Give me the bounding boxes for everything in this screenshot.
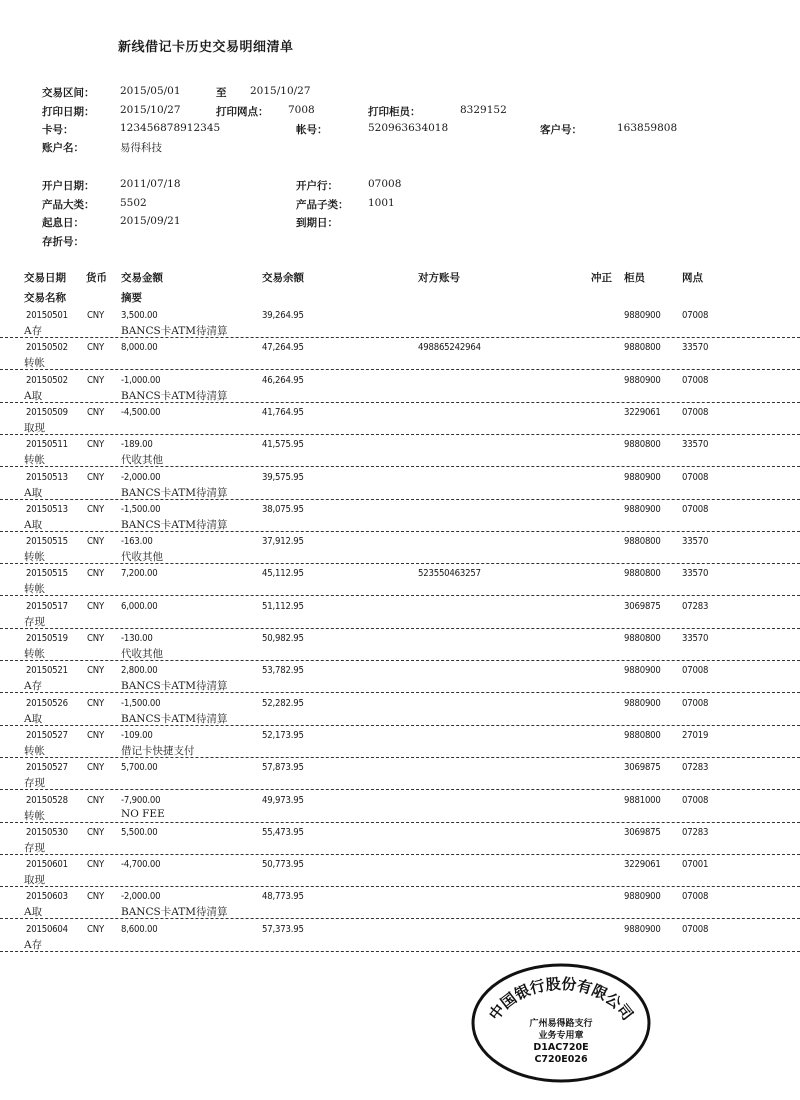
period-label: 交易区间：	[42, 87, 95, 99]
txn-balance: 41,764.95	[262, 406, 304, 418]
txn-amount: 8,600.00	[121, 923, 158, 935]
txn-balance: 53,782.95	[262, 665, 304, 677]
txn-branch: 07008	[682, 923, 709, 935]
print-teller-label: 打印柜员：	[368, 106, 421, 118]
txn-date: 20150530	[26, 826, 68, 838]
txn-summary: BANCS卡ATM待清算	[121, 486, 228, 499]
txn-summary: BANCS卡ATM待清算	[121, 712, 228, 725]
txn-name: A存	[24, 325, 43, 337]
txn-balance: 57,373.95	[262, 923, 304, 935]
txn-date: 20150517	[26, 600, 68, 612]
txn-amount: 6,000.00	[121, 600, 158, 612]
txn-teller: 3229061	[624, 406, 661, 418]
table-row	[0, 596, 800, 629]
txn-balance: 52,282.95	[262, 697, 304, 709]
account-no: 520963634018	[368, 122, 449, 134]
table-row	[0, 337, 800, 370]
product-class-label: 产品大类：	[42, 199, 95, 211]
txn-balance: 55,473.95	[262, 826, 304, 838]
txn-branch: 33570	[682, 568, 709, 580]
txn-amount: -1,500.00	[121, 697, 161, 709]
txn-summary: 代收其他	[121, 454, 163, 467]
txn-name: A存	[24, 938, 43, 951]
txn-currency: CNY	[87, 697, 104, 709]
txn-balance: 39,575.95	[262, 471, 304, 483]
txn-branch: 07008	[682, 891, 709, 903]
txn-amount: -4,700.00	[121, 859, 161, 871]
txn-currency: CNY	[87, 794, 104, 806]
txn-teller: 3069875	[624, 762, 661, 774]
txn-branch: 07008	[682, 471, 709, 483]
txn-teller: 3069875	[624, 600, 661, 612]
table-row	[0, 790, 800, 823]
open-bank: 07008	[368, 178, 402, 190]
txn-amount: 3,500.00	[121, 310, 158, 321]
txn-date: 20150603	[26, 891, 68, 903]
txn-name: A取	[24, 486, 43, 499]
txn-balance: 51,112.95	[262, 600, 304, 612]
txn-name: 转帐	[24, 454, 45, 467]
txn-currency: CNY	[87, 826, 104, 838]
txn-teller: 9880900	[624, 697, 661, 709]
txn-currency: CNY	[87, 891, 104, 903]
col-summary: 摘要	[121, 292, 142, 304]
txn-balance: 46,264.95	[262, 374, 304, 386]
txn-currency: CNY	[87, 374, 104, 386]
txn-balance: 57,873.95	[262, 762, 304, 774]
txn-date: 20150515	[26, 536, 68, 548]
txn-teller: 9881000	[624, 794, 661, 806]
txn-teller: 3229061	[624, 859, 661, 871]
txn-teller: 9880800	[624, 633, 661, 644]
txn-name: 转帐	[24, 357, 45, 370]
txn-name: 存现	[24, 841, 45, 854]
txn-branch: 33570	[682, 633, 709, 644]
print-branch-label: 打印网点：	[216, 106, 269, 118]
txn-name: A存	[24, 680, 43, 693]
txn-teller: 9880900	[624, 891, 661, 903]
txn-teller: 9880900	[624, 923, 661, 935]
print-date: 2015/10/27	[120, 104, 181, 116]
table-row	[0, 305, 800, 338]
txn-name: 转帐	[24, 744, 45, 757]
product-sub: 1001	[368, 197, 395, 209]
txn-currency: CNY	[87, 665, 104, 677]
txn-summary: 代收其他	[121, 648, 163, 660]
table-row	[0, 434, 800, 467]
txn-date: 20150515	[26, 568, 68, 580]
txn-teller: 9880900	[624, 471, 661, 483]
txn-summary: BANCS卡ATM待清算	[121, 325, 228, 337]
txn-branch: 07008	[682, 374, 709, 386]
txn-currency: CNY	[87, 406, 104, 418]
table-row	[0, 757, 800, 790]
col-amount: 交易金额	[121, 272, 163, 284]
txn-amount: -2,000.00	[121, 471, 161, 483]
txn-amount: 2,800.00	[121, 665, 158, 677]
table-row	[0, 725, 800, 758]
txn-currency: CNY	[87, 503, 104, 515]
txn-balance: 38,075.95	[262, 503, 304, 515]
card-no-label: 卡号：	[42, 124, 74, 136]
txn-teller: 9880900	[624, 665, 661, 677]
maturity-label: 到期日：	[296, 217, 338, 229]
seal-line3: D1AC720E	[533, 1042, 589, 1053]
txn-summary: 借记卡快捷支付	[121, 744, 195, 757]
txn-balance: 50,982.95	[262, 633, 304, 644]
txn-name: 存现	[24, 615, 45, 628]
txn-amount: 8,000.00	[121, 342, 158, 354]
txn-date: 20150513	[26, 471, 68, 483]
txn-summary: 代收其他	[121, 551, 163, 564]
txn-balance: 49,973.95	[262, 794, 304, 806]
txn-summary: BANCS卡ATM待清算	[121, 518, 228, 531]
txn-balance: 52,173.95	[262, 729, 304, 741]
txn-amount: -130.00	[121, 633, 153, 644]
txn-teller: 9880800	[624, 536, 661, 548]
txn-currency: CNY	[87, 310, 104, 321]
print-teller: 8329152	[460, 104, 507, 116]
txn-amount: -2,000.00	[121, 891, 161, 903]
table-row	[0, 531, 800, 564]
txn-balance: 47,264.95	[262, 342, 304, 354]
table-row	[0, 467, 800, 500]
table-row	[0, 499, 800, 532]
txn-amount: -1,000.00	[121, 374, 161, 386]
txn-summary: BANCS卡ATM待清算	[121, 906, 228, 919]
txn-date: 20150526	[26, 697, 68, 709]
col-currency: 货币	[86, 272, 107, 284]
txn-name: A取	[24, 712, 43, 725]
txn-currency: CNY	[87, 729, 104, 741]
txn-currency: CNY	[87, 439, 104, 451]
txn-name: 取现	[24, 421, 45, 434]
print-branch: 7008	[288, 104, 315, 116]
txn-branch: 33570	[682, 342, 709, 354]
table-row	[0, 854, 800, 887]
passbook-label: 存折号：	[42, 236, 84, 248]
txn-summary: BANCS卡ATM待清算	[121, 680, 228, 693]
txn-teller: 9880800	[624, 342, 661, 354]
card-no: 123456878912345	[120, 122, 221, 134]
table-row	[0, 563, 800, 596]
value-date-label: 起息日：	[42, 217, 84, 229]
col-branch: 网点	[682, 272, 703, 284]
txn-balance: 41,575.95	[262, 439, 304, 451]
account-no-label: 帐号：	[296, 124, 328, 136]
txn-summary: BANCS卡ATM待清算	[121, 389, 228, 402]
product-class: 5502	[120, 197, 147, 209]
txn-amount: -163.00	[121, 536, 153, 548]
txn-date: 20150513	[26, 503, 68, 515]
customer-no-label: 客户号：	[540, 124, 582, 136]
txn-branch: 07283	[682, 600, 709, 612]
statement-title: 新线借记卡历史交易明细清单	[118, 40, 294, 55]
period-from: 2015/05/01	[120, 85, 181, 97]
txn-branch: 07008	[682, 697, 709, 709]
txn-teller: 9880900	[624, 374, 661, 386]
seal-line1: 广州易得路支行	[529, 1019, 593, 1029]
txn-amount: -7,900.00	[121, 794, 161, 806]
txn-currency: CNY	[87, 471, 104, 483]
txn-teller: 9880900	[624, 503, 661, 515]
txn-branch: 33570	[682, 536, 709, 548]
col-counterparty: 对方账号	[418, 272, 460, 284]
txn-amount: -109.00	[121, 729, 153, 741]
txn-counterparty: 498865242964	[418, 342, 481, 354]
txn-amount: 5,500.00	[121, 826, 158, 838]
txn-name: 转帐	[24, 809, 45, 822]
table-row	[0, 919, 800, 952]
txn-name: A取	[24, 389, 43, 402]
txn-name: 转帐	[24, 648, 45, 660]
table-row	[0, 628, 800, 661]
print-date-label: 打印日期：	[42, 106, 95, 118]
txn-amount: -189.00	[121, 439, 153, 451]
txn-amount: 7,200.00	[121, 568, 158, 580]
txn-branch: 07008	[682, 503, 709, 515]
txn-currency: CNY	[87, 762, 104, 774]
table-row	[0, 402, 800, 435]
txn-teller: 9880800	[624, 439, 661, 451]
txn-amount: 5,700.00	[121, 762, 158, 774]
seal-line4: C720E026	[534, 1054, 588, 1065]
product-sub-label: 产品子类：	[296, 199, 349, 211]
txn-counterparty: 523550463257	[418, 568, 481, 580]
txn-date: 20150502	[26, 374, 68, 386]
txn-date: 20150519	[26, 633, 68, 644]
txn-branch: 07001	[682, 859, 709, 871]
customer-no: 163859808	[617, 122, 678, 134]
txn-balance: 50,773.95	[262, 859, 304, 871]
table-row	[0, 370, 800, 403]
txn-name: 取现	[24, 874, 45, 887]
txn-balance: 37,912.95	[262, 536, 304, 548]
txn-branch: 07008	[682, 665, 709, 677]
txn-branch: 33570	[682, 439, 709, 451]
col-txn-name: 交易名称	[24, 292, 66, 304]
txn-balance: 39,264.95	[262, 310, 304, 321]
seal-arc-text: 中国银行股份有限公司	[485, 974, 637, 1024]
txn-name: 转帐	[24, 583, 45, 596]
txn-date: 20150527	[26, 762, 68, 774]
txn-branch: 07008	[682, 406, 709, 418]
table-row	[0, 886, 800, 919]
period-to-label: 至	[216, 87, 227, 99]
open-date-label: 开户日期：	[42, 180, 95, 192]
txn-currency: CNY	[87, 600, 104, 612]
txn-name: 转帐	[24, 551, 45, 564]
txn-amount: -4,500.00	[121, 406, 161, 418]
open-date: 2011/07/18	[120, 178, 181, 190]
txn-currency: CNY	[87, 923, 104, 935]
bank-seal	[470, 962, 652, 1084]
txn-branch: 07008	[682, 310, 709, 321]
open-bank-label: 开户行：	[296, 180, 338, 192]
txn-summary: NO FEE	[121, 807, 165, 820]
txn-date: 20150521	[26, 665, 68, 677]
txn-teller: 9880900	[624, 310, 661, 321]
txn-amount: -1,500.00	[121, 503, 161, 515]
txn-name: A取	[24, 518, 43, 531]
col-date: 交易日期	[24, 272, 66, 284]
txn-currency: CNY	[87, 342, 104, 354]
txn-name: 存现	[24, 777, 45, 790]
txn-branch: 07008	[682, 794, 709, 806]
txn-balance: 45,112.95	[262, 568, 304, 580]
txn-branch: 07283	[682, 826, 709, 838]
txn-date: 20150509	[26, 406, 68, 418]
account-name-label: 账户名：	[42, 142, 84, 154]
value-date: 2015/09/21	[120, 215, 181, 227]
table-row	[0, 660, 800, 693]
col-reversal: 冲正	[591, 272, 612, 284]
txn-date: 20150511	[26, 439, 68, 451]
table-row	[0, 822, 800, 855]
txn-currency: CNY	[87, 859, 104, 871]
txn-name: A取	[24, 906, 43, 919]
account-name: 易得科技	[120, 142, 162, 154]
table-row	[0, 693, 800, 726]
txn-teller: 9880800	[624, 568, 661, 580]
col-teller: 柜员	[624, 272, 645, 284]
period-to: 2015/10/27	[250, 85, 311, 97]
txn-branch: 27019	[682, 729, 709, 741]
txn-date: 20150601	[26, 859, 68, 871]
txn-currency: CNY	[87, 568, 104, 580]
txn-teller: 3069875	[624, 826, 661, 838]
txn-balance: 48,773.95	[262, 891, 304, 903]
txn-teller: 9880800	[624, 729, 661, 741]
txn-currency: CNY	[87, 536, 104, 548]
col-balance: 交易余额	[262, 272, 304, 284]
txn-date: 20150527	[26, 729, 68, 741]
txn-currency: CNY	[87, 633, 104, 644]
txn-date: 20150501	[26, 310, 68, 321]
seal-line2: 业务专用章	[538, 1031, 584, 1041]
txn-date: 20150502	[26, 342, 68, 354]
txn-date: 20150604	[26, 923, 68, 935]
txn-branch: 07283	[682, 762, 709, 774]
txn-date: 20150528	[26, 794, 68, 806]
